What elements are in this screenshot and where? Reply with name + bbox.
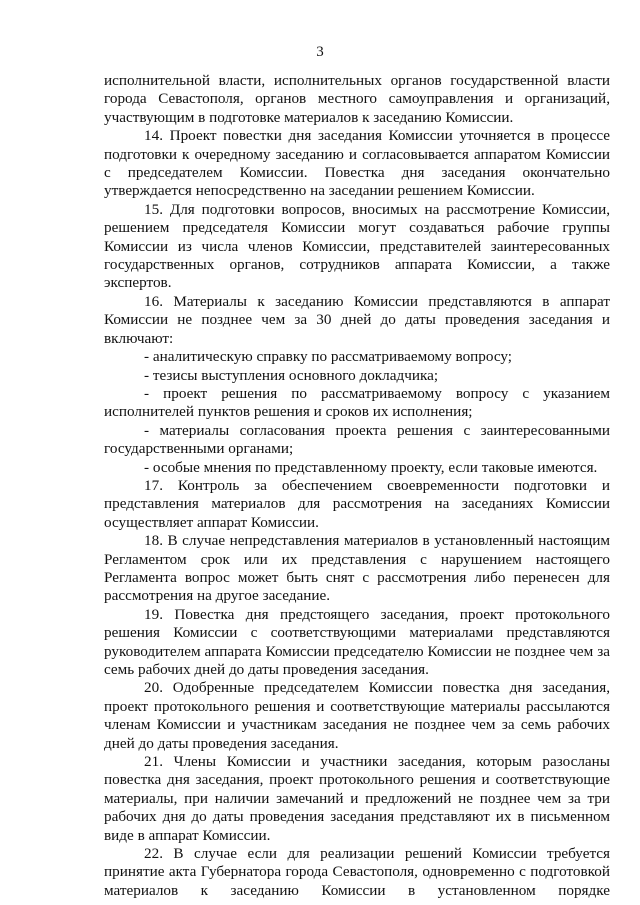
list-item-draft-decision: - проект решения по рассматриваемому вопросу с указанием исполнителей пунктов решения и сроков их исполнения; xyxy=(104,384,610,421)
paragraph-22: 22. В случае если для реализации решений Комиссии требуется принятие акта Губернатора города Севастополя, одновременно с подготовкой материалов к заседанию Комиссии в установленном порядке xyxy=(104,845,610,899)
paragraph-17: 17. Контроль за обеспечением своевременности подготовки и представления материалов для рассмотрения на заседаниях Комиссии осуществляет аппарат Комиссии. xyxy=(104,476,610,531)
paragraph-15: 15. Для подготовки вопросов, вносимых на рассмотрение Комиссии, решением председателя Комиссии могут создаваться рабочие группы Комиссии из числа членов Комиссии, представителей заинтересованных государственных органов, сотрудников аппарата Комиссии, а также экспертов. xyxy=(104,200,610,292)
list-item-special-opinions: - особые мнения по представленному проекту, если таковые имеются. xyxy=(144,458,598,476)
list-item-speaker-theses: - тезисы выступления основного докладчика; xyxy=(144,366,439,384)
paragraph-20: 20. Одобренные председателем Комиссии повестка дня заседания, проект протокольного решения и соответствующие материалы рассылаются членам Комиссии и участникам заседания не позднее чем за семь рабочих дней до даты проведения заседания. xyxy=(104,679,610,752)
list-item-analytical-note: - аналитическую справку по рассматриваемому вопросу; xyxy=(144,348,513,366)
paragraph-16: 16. Материалы к заседанию Комиссии представляются в аппарат Комиссии не позднее чем за 30 дней до даты проведения заседания и включают: xyxy=(104,292,610,347)
paragraph-continuation: исполнительной власти, исполнительных органов государственной власти города Севастополя, органов местного самоуправления и организаций, участвующим в подготовке материалов к заседанию Комиссии. xyxy=(104,72,610,126)
list-item-approval-materials: - материалы согласования проекта решения с заинтересованными государственными органами; xyxy=(104,421,610,458)
page-number: 3 xyxy=(316,44,324,60)
paragraph-18: 18. В случае непредставления материалов в установленный настоящим Регламентом срок или их представления с нарушением настоящего Регламента вопрос может быть снят с рассмотрения либо перенесен для рассмотрения на другое заседание. xyxy=(104,532,610,605)
paragraph-21: 21. Члены Комиссии и участники заседания, которым разосланы повестка дня заседания, проект протокольного решения и соответствующие материалы, при наличии замечаний и предложений не позднее чем за три рабочих дня до даты проведения заседания представляют их в письменном виде в аппарат Комиссии. xyxy=(104,753,610,844)
document-body xyxy=(104,72,610,900)
paragraph-19: 19. Повестка дня предстоящего заседания, проект протокольного решения Комиссии с соответствующими материалами представляются руководителем аппарата Комиссии председателю Комиссии не позднее чем за семь рабочих дней до даты проведения заседания. xyxy=(104,605,610,678)
paragraph-14: 14. Проект повестки дня заседания Комиссии уточняется в процессе подготовки к очередному заседанию и согласовывается аппаратом Комиссии с председателем Комиссии. Повестка дня заседания окончательно утверждается непосредственно на заседании решением Комиссии. xyxy=(104,127,610,200)
